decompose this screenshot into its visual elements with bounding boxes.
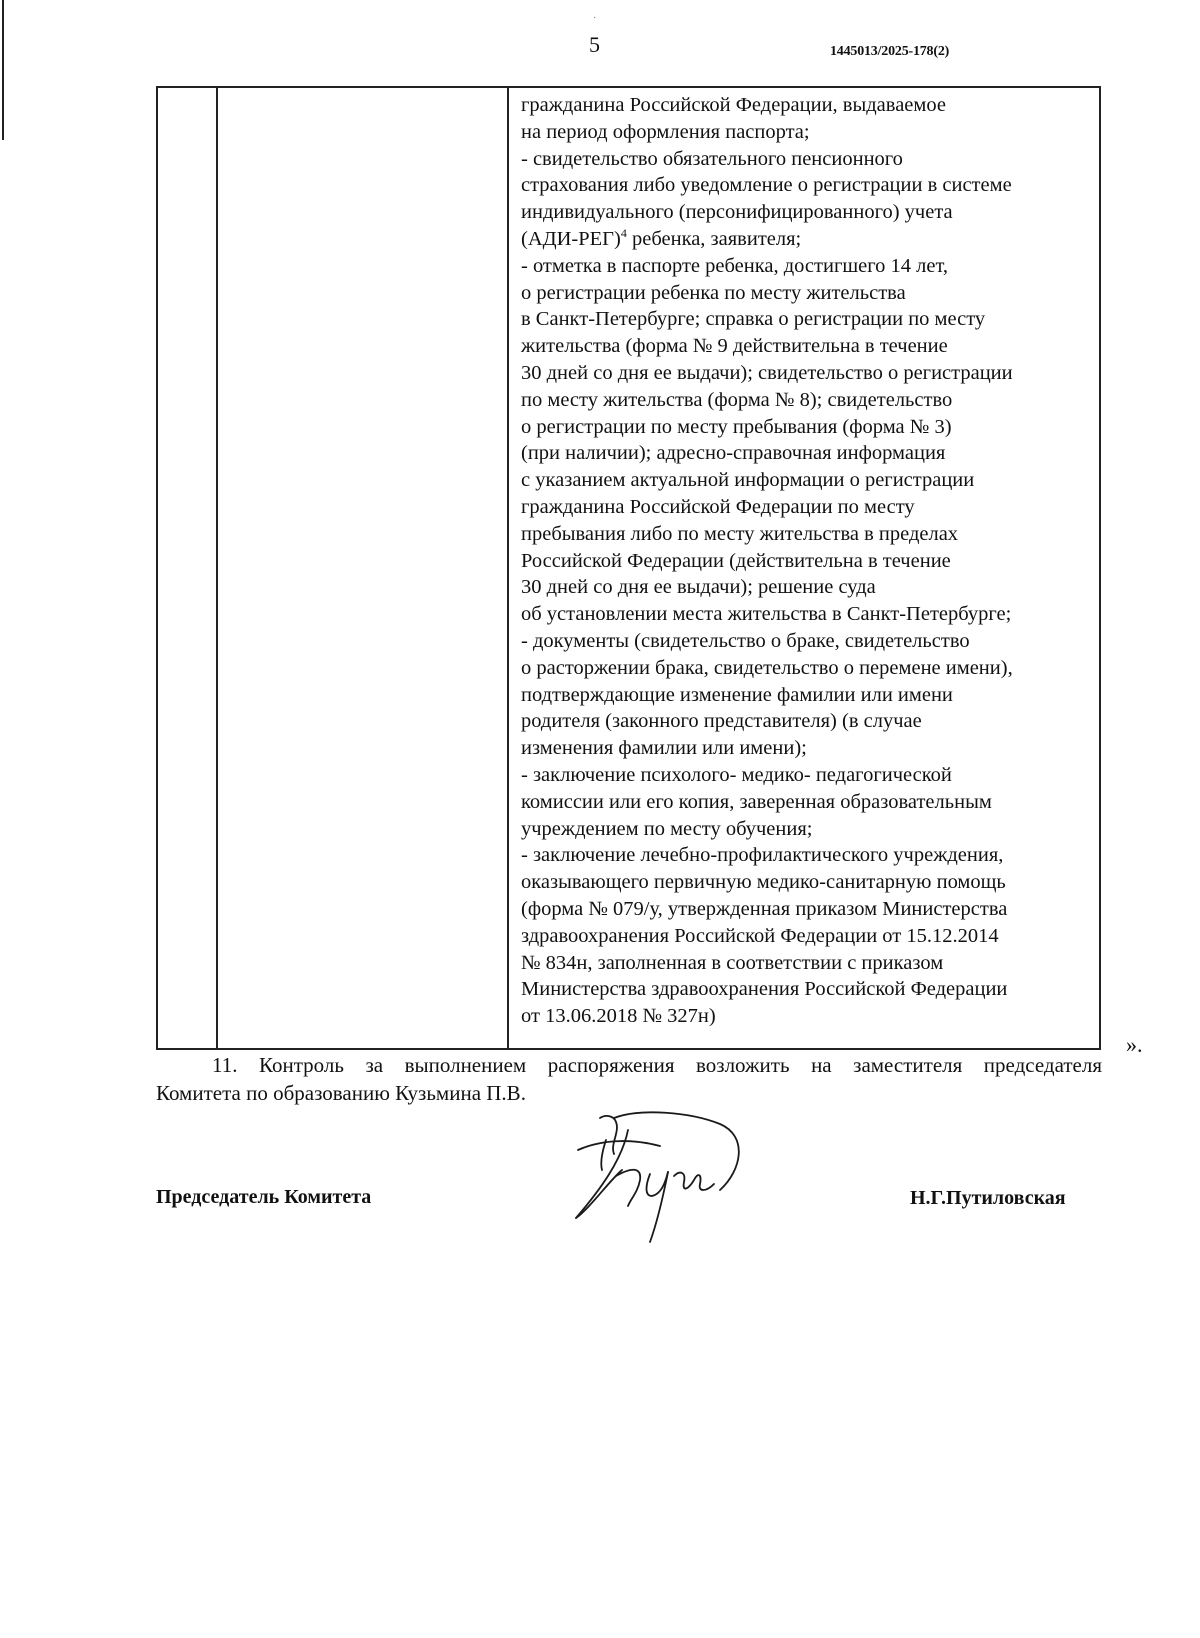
table-text-line: гражданина Российской Федерации по месту: [521, 495, 915, 518]
page-number: 5: [589, 32, 600, 57]
table-text-line: о регистрации ребенка по месту жительства: [521, 281, 906, 304]
table-text-line: по месту жительства (форма № 8); свидетельство: [521, 388, 953, 411]
control-paragraph: [156, 1051, 1102, 1107]
table-text-line: - заключение лечебно-профилактического учреждения,: [521, 844, 1004, 867]
handwritten-signature: [570, 1110, 760, 1250]
table-text-line: - отметка в паспорте ребенка, достигшего 14 лет,: [521, 254, 949, 277]
adireg-tail: ребенка, заявителя;: [626, 227, 802, 250]
table-text-line-adireg: [521, 226, 1097, 253]
table-text-line: подтверждающие изменение фамилии или имени: [521, 683, 953, 706]
table-text-line: индивидуального (персонифицированного) учета: [521, 201, 953, 224]
table-text-line: (при наличии); адресно-справочная информация: [521, 442, 946, 465]
table-text-line: о расторжении брака, свидетельство о перемене имени),: [521, 656, 1013, 679]
adireg-label: (АДИ-РЕГ): [521, 227, 621, 250]
table-column-divider: [507, 88, 509, 1048]
table-text-line: учреждением по месту обучения;: [521, 817, 813, 840]
closing-quote: ».: [1126, 1032, 1143, 1057]
table-text-line: (форма № 079/у, утвержденная приказом Министерства: [521, 897, 1008, 920]
table-text-line: страхования либо уведомление о регистрации в системе: [521, 174, 1012, 197]
signatory-name: Н.Г.Путиловская: [910, 1187, 1066, 1209]
requirements-table: [156, 86, 1101, 1050]
table-text-line: с указанием актуальной информации о регистрации: [521, 469, 975, 492]
table-text-line: в Санкт-Петербурге; справка о регистрации по месту: [521, 308, 986, 331]
table-text-line: на период оформления паспорта;: [521, 120, 810, 143]
table-text-line: родителя (законного представителя) (в случае: [521, 710, 922, 733]
table-text-line: о регистрации по месту пребывания (форма № 3): [521, 415, 952, 438]
table-text-line: жительства (форма № 9 действительна в течение: [521, 335, 948, 358]
table-text-line: - заключение психолого- медико- педагогической: [521, 763, 952, 786]
paragraph-line: Комитета по образованию Кузьмина П.В.: [156, 1081, 526, 1105]
table-text-line: - документы (свидетельство о браке, свидетельство: [521, 629, 970, 652]
footnote-mark: 4: [620, 226, 627, 241]
table-text-line: - свидетельство обязательного пенсионного: [521, 147, 903, 170]
table-column-divider: [216, 88, 218, 1048]
table-text-line: от 13.06.2018 № 327н): [521, 1005, 716, 1028]
table-text-line: комиссии или его копия, заверенная образовательным: [521, 790, 992, 813]
table-text-line: Российской Федерации (действительна в течение: [521, 549, 951, 572]
document-id: 1445013/2025-178(2): [830, 44, 950, 59]
documents-list-cell: [521, 92, 1097, 1030]
signatory-title: Председатель Комитета: [156, 1186, 372, 1208]
table-text-line: Министерства здравоохранения Российской Федерации: [521, 978, 1008, 1001]
table-text-line: об установлении места жительства в Санкт-Петербурге;: [521, 603, 1012, 626]
table-text-line: оказывающего первичную медико-санитарную помощь: [521, 871, 1006, 894]
paragraph-line: 11. Контроль за выполнением распоряжения возложить на заместителя председателя: [212, 1053, 1102, 1077]
scan-edge-line: [2, 0, 4, 140]
table-text-line: 30 дней со дня ее выдачи); решение суда: [521, 576, 876, 599]
table-text-line: № 834н, заполненная в соответствии с приказом: [521, 951, 944, 974]
table-text-line: 30 дней со дня ее выдачи); свидетельство о регистрации: [521, 361, 1013, 384]
table-text-line: здравоохранения Российской Федерации от 15.12.2014: [521, 924, 999, 947]
table-text-line: пребывания либо по месту жительства в пределах: [521, 522, 959, 545]
table-text-line: изменения фамилии или имени);: [521, 737, 807, 760]
header-dot: ·: [593, 12, 597, 23]
table-text-line: гражданина Российской Федерации, выдаваемое: [521, 94, 946, 116]
